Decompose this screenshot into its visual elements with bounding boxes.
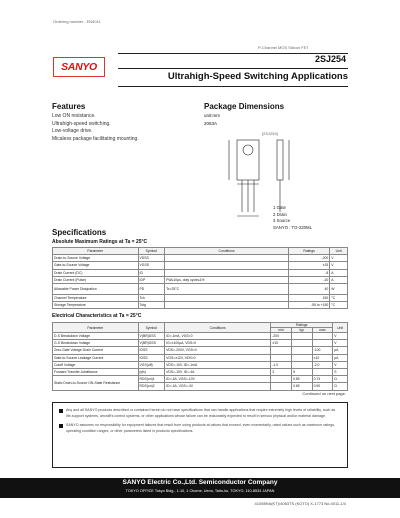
cell: Ω xyxy=(333,383,348,390)
cell xyxy=(291,340,312,347)
cell: -20 xyxy=(288,276,329,283)
package-unit: unit:mm xyxy=(204,113,221,118)
cell xyxy=(291,354,312,361)
cell: V xyxy=(330,262,348,269)
cell: Gate-to-Source Voltage xyxy=(53,262,139,269)
features-heading: Features xyxy=(52,102,86,111)
header-rule-top xyxy=(118,53,348,54)
table-row xyxy=(53,302,348,309)
elec-char-table xyxy=(52,322,348,391)
cell: Cutoff Voltage xyxy=(53,361,139,368)
cell xyxy=(271,347,292,354)
cell: 3 xyxy=(271,368,292,375)
cell: 0.90 xyxy=(312,383,333,390)
abs-max-heading: Absolute Maximum Ratings at Ta = 25°C xyxy=(52,239,148,245)
part-number: 2SJ254 xyxy=(314,54,346,64)
product-category: P-Channel MOS Silicon FET xyxy=(258,45,309,50)
table-header-row xyxy=(53,323,348,328)
cell: Allowable Power Dissipation xyxy=(53,283,139,294)
cell xyxy=(165,262,289,269)
cell xyxy=(271,354,292,361)
bullet-square-icon xyxy=(59,409,63,413)
column-header: max xyxy=(312,328,333,333)
cell: IGSS xyxy=(138,354,165,361)
disclaimer-item xyxy=(59,408,341,419)
cell xyxy=(312,333,333,340)
specifications-heading: Specifications xyxy=(52,228,107,237)
cell: Tstg xyxy=(138,302,165,309)
table-row xyxy=(53,376,348,383)
column-header: Ratings xyxy=(288,248,329,255)
header-rule-bottom xyxy=(118,86,348,87)
cell: Ω xyxy=(333,376,348,383)
cell: ±15 xyxy=(288,262,329,269)
column-header: Parameter xyxy=(53,248,139,255)
cell: Drain Current (DC) xyxy=(53,269,139,276)
cell: W xyxy=(330,283,348,294)
cell xyxy=(312,340,333,347)
cell: ID=-4A, VGS=-10V xyxy=(165,376,271,383)
cell: |yfs| xyxy=(138,368,165,375)
pin-drain: 2 Drain xyxy=(273,211,287,217)
cell: PW≤10μs, duty cycle≤1% xyxy=(165,276,289,283)
drawing-label: [2SJ254] xyxy=(262,131,278,136)
cell: Tch xyxy=(138,294,165,301)
disclaimer-item xyxy=(59,423,341,434)
cell: Storage Temperature xyxy=(53,302,139,309)
cell: VDS=-10V, ID=-1mA xyxy=(165,361,271,368)
table-row xyxy=(53,255,348,262)
bullet-square-icon xyxy=(59,424,63,428)
cell: ID=-4A, VGS=-4V xyxy=(165,383,271,390)
features-list xyxy=(52,113,139,143)
cell xyxy=(271,383,292,390)
column-header: Conditions xyxy=(165,248,289,255)
ratings-group-header: Ratings xyxy=(271,323,333,328)
cell xyxy=(271,376,292,383)
cell: ID xyxy=(138,269,165,276)
cell: Zero-Gate Voltage Drain Current xyxy=(53,347,139,354)
footer-company: SANYO Electric Co.,Ltd. Semiconductor Company xyxy=(122,479,278,486)
package-code: 2063A xyxy=(204,121,218,126)
table-row xyxy=(53,333,348,340)
table-row xyxy=(53,361,348,368)
cell: Forward Transfer Admittance xyxy=(53,368,139,375)
cell: Drain Current (Pulse) xyxy=(53,276,139,283)
cell: -2.0 xyxy=(312,361,333,368)
table-row xyxy=(53,347,348,354)
cell: IDSS xyxy=(138,347,165,354)
cell xyxy=(312,368,333,375)
cell xyxy=(291,333,312,340)
document-code: 41098HA(KT)/4063TS (KOTO) X-1773 No.4011-1/4 xyxy=(254,501,346,506)
pin-source: 3 Source xyxy=(273,218,291,223)
table-row xyxy=(53,294,348,301)
cell: -100 xyxy=(312,347,333,354)
cell: G-S Breakdown Voltage xyxy=(53,340,139,347)
cell: Static Drain-to-Source ON-State Resistance xyxy=(53,376,139,390)
cell: 0.55 xyxy=(291,376,312,383)
cell: VDS=-200V, VGS=0 xyxy=(165,347,271,354)
cell xyxy=(165,255,289,262)
cell: ±15 xyxy=(271,340,292,347)
cell: 0.73 xyxy=(312,376,333,383)
disclaimer-text: SANYO assumes no responsibility for equipment failures that result from using products at values that exceed, even momentarily, rated values such as maximum ratings, operating condition ranges, or other parameters listed in products specifications. xyxy=(66,423,335,433)
cell: VGS(off) xyxy=(138,361,165,368)
abs-max-table xyxy=(52,247,348,309)
table-header-row xyxy=(53,248,348,255)
cell: -1.0 xyxy=(271,361,292,368)
feature-item: Micaless package facilitating mounting. xyxy=(52,135,139,142)
cell: VGSS xyxy=(138,262,165,269)
table-row xyxy=(53,269,348,276)
cell: RDS(on)1 xyxy=(138,376,165,383)
cell: RDS(on)2 xyxy=(138,383,165,390)
cell: 150 xyxy=(288,294,329,301)
table-row xyxy=(53,262,348,269)
continued-note: Continued on next page. xyxy=(302,391,346,396)
cell: PD xyxy=(138,283,165,294)
cell xyxy=(165,269,289,276)
column-header: Symbol xyxy=(138,248,165,255)
cell: -8 xyxy=(288,269,329,276)
page-title: Ultrahigh-Speed Switching Applications xyxy=(167,71,348,82)
cell: Gate-to-Source Leakage Current xyxy=(53,354,139,361)
cell: V xyxy=(333,340,348,347)
column-header: Symbol xyxy=(138,323,165,333)
cell: V xyxy=(333,361,348,368)
table-row xyxy=(53,354,348,361)
package-name: SANYO : TO-220ML xyxy=(273,224,313,230)
cell: IDP xyxy=(138,276,165,283)
table-row xyxy=(53,368,348,375)
cell xyxy=(291,361,312,368)
cell: -200 xyxy=(271,333,292,340)
pin-gate: 1 Gate xyxy=(273,205,286,210)
column-header: Unit xyxy=(330,248,348,255)
feature-item: Ultrahigh-speed switching. xyxy=(52,120,111,127)
cell: VDSS xyxy=(138,255,165,262)
column-header: Unit xyxy=(333,323,348,333)
cell: ±10 xyxy=(312,354,333,361)
package-heading: Package Dimensions xyxy=(204,102,285,111)
cell: ID=-1mA, VGS=0 xyxy=(165,333,271,340)
table-row xyxy=(53,276,348,283)
cell: VDS=-10V, ID=-4A xyxy=(165,368,271,375)
cell: μA xyxy=(333,354,348,361)
cell: VGS=±12V, VDS=0 xyxy=(165,354,271,361)
column-header: typ xyxy=(291,328,312,333)
cell: °C xyxy=(330,302,348,309)
cell: μA xyxy=(333,347,348,354)
cell: S xyxy=(333,368,348,375)
cell xyxy=(291,347,312,354)
feature-item: Low-voltage drive. xyxy=(52,128,93,134)
cell: Tc=25°C xyxy=(165,283,289,294)
cell: 0.65 xyxy=(291,383,312,390)
table-row xyxy=(53,340,348,347)
table-row xyxy=(53,283,348,294)
feature-item: Low ON resistance. xyxy=(52,113,96,119)
header-rule-mid xyxy=(118,68,348,69)
cell: A xyxy=(330,276,348,283)
disclaimer-text: Any and all SANYO products described or contained herein do not have specifications that can handle applications that require extremely high levels of reliability, such as life-support systems, aircraft's control systems, or other applications whose failure can be reasonably expected to result in serious physical and/or material damage. xyxy=(66,408,336,418)
sanyo-logo: SANYO xyxy=(53,57,105,77)
pin-list xyxy=(273,205,312,231)
column-header: Parameter xyxy=(53,323,139,333)
footer-bar xyxy=(0,478,400,498)
cell: -200 xyxy=(288,255,329,262)
cell: V(BR)DSS xyxy=(138,333,165,340)
cell: IG=±100μA, VDS=0 xyxy=(165,340,271,347)
cell: V xyxy=(333,333,348,340)
cell: V xyxy=(330,255,348,262)
cell: Channel Temperature xyxy=(53,294,139,301)
cell xyxy=(165,294,289,301)
column-header: min xyxy=(271,328,292,333)
disclaimer-box xyxy=(52,402,348,468)
cell: V(BR)GSS xyxy=(138,340,165,347)
cell xyxy=(165,302,289,309)
cell: 5 xyxy=(291,368,312,375)
elec-char-heading: Electrical Characteristics at Ta = 25°C xyxy=(52,313,142,319)
ordering-number: Ordering number : EN4011 xyxy=(53,19,101,24)
cell: °C xyxy=(330,294,348,301)
cell: Drain-to-Source Voltage xyxy=(53,255,139,262)
footer-address: TOKYO OFFICE Tokyo Bldg., 1-10, 1 Chome, Ueno, Taito-ku, TOKYO, 110-8534 JAPAN xyxy=(125,489,275,493)
column-header: Conditions xyxy=(165,323,271,333)
cell: D-S Breakdown Voltage xyxy=(53,333,139,340)
cell: 40 xyxy=(288,283,329,294)
cell: A xyxy=(330,269,348,276)
cell: -55 to +150 xyxy=(288,302,329,309)
